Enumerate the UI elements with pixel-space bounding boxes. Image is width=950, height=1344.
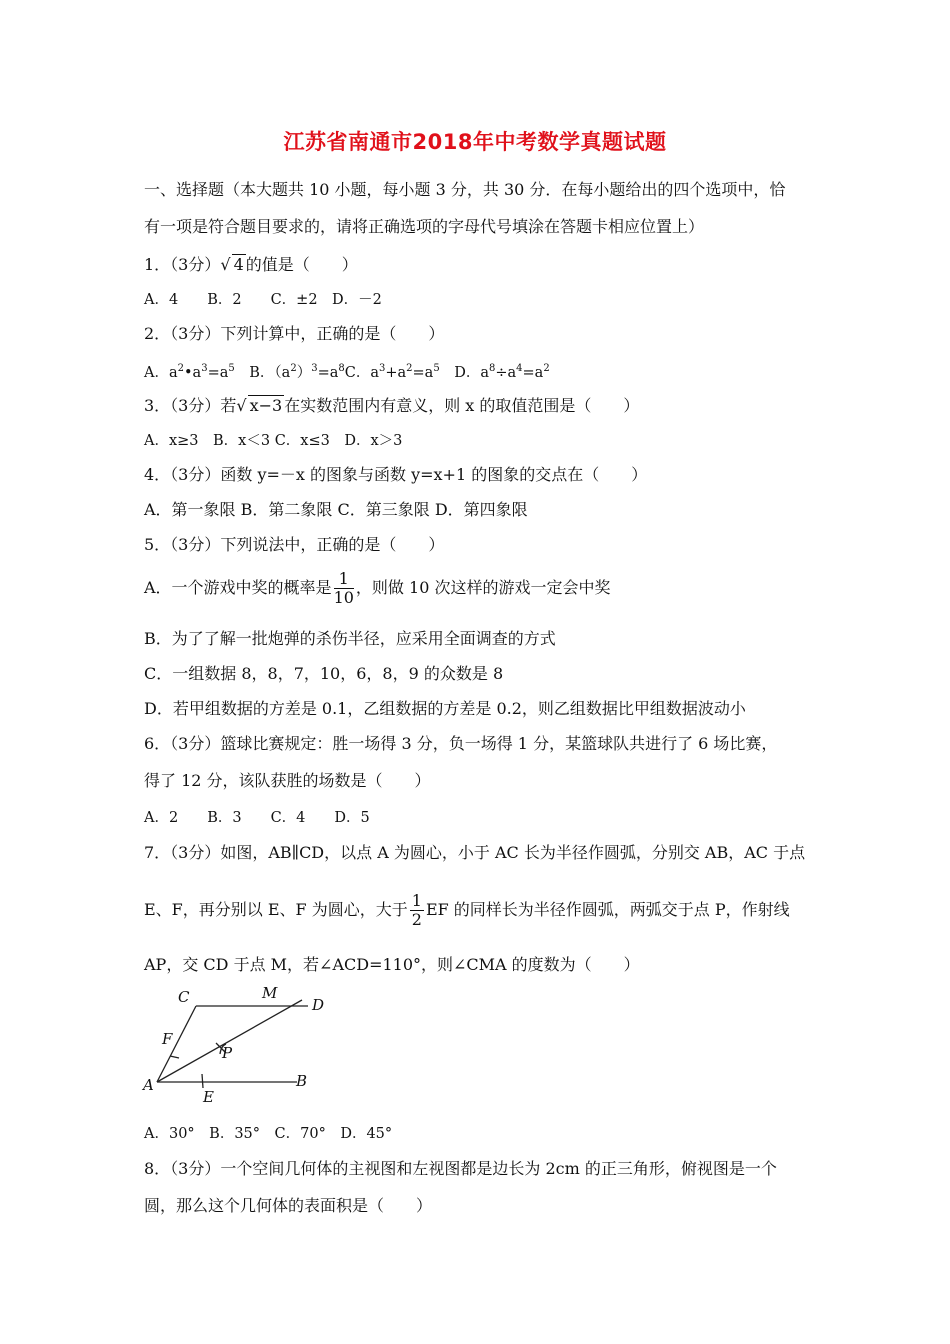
label-a: A	[143, 1076, 154, 1094]
section-instructions-line2: 有一项是符合题目要求的，请将正确选项的字母代号填涂在答题卡相应位置上）	[144, 217, 705, 236]
question-4: 4．（3分）函数 y=－x 的图象与函数 y=x+1 的图象的交点在（ ）	[144, 465, 648, 484]
question-6-options: A．2 B．3 C．4 D．5	[144, 810, 370, 826]
question-7-line2-post: EF 的同样长为半径作圆弧，两弧交于点 P，作射线	[425, 900, 790, 919]
label-c: C	[178, 988, 190, 1006]
question-7-line1: 7．（3分）如图，AB∥CD，以点 A 为圆心，小于 AC 长为半径作圆弧，分别交 AB，AC 于点	[144, 843, 806, 862]
question-7-line3: AP，交 CD 于点 M，若∠ACD=110°，则∠CMA 的度数为（ ）	[144, 955, 640, 974]
arc-mark-e	[202, 1074, 203, 1088]
label-b: B	[296, 1072, 308, 1090]
fraction	[410, 892, 424, 929]
question-5: 5．（3分）下列说法中，正确的是（ ）	[144, 535, 445, 554]
question-5-option-d: D．若甲组数据的方差是 0.1，乙组数据的方差是 0.2，则乙组数据比甲组数据波动小	[144, 699, 746, 718]
sqrt-symbol: √ x−3	[236, 396, 283, 415]
question-8-line1: 8．（3分）一个空间几何体的主视图和左视图都是边长为 2cm 的正三角形，俯视图是一个	[144, 1159, 777, 1178]
label-e: E	[203, 1088, 214, 1104]
label-p: P	[222, 1044, 233, 1062]
question-5-option-c: C．一组数据 8，8，7，10，6，8，9 的众数是 8	[144, 664, 504, 683]
question-4-options: A．第一象限 B．第二象限 C．第三象限 D．第四象限	[144, 500, 528, 519]
question-3-suffix: 在实数范围内有意义，则 x 的取值范围是（ ）	[284, 396, 640, 415]
fraction-denominator: 2	[411, 910, 422, 929]
question-5-option-a	[144, 570, 610, 607]
geometry-figure	[140, 986, 340, 1104]
question-5-option-a-pre: A．一个游戏中奖的概率是	[144, 578, 332, 597]
question-3-options: A．x≥3 B．x＜3 C．x≤3 D．x＞3	[144, 433, 403, 449]
question-6-line1: 6．（3分）篮球比赛规定：胜一场得 3 分，负一场得 1 分，某篮球队共进行了 6 场比赛，	[144, 734, 778, 753]
page-title: 江苏省南通市2018年中考数学真题试题	[283, 130, 667, 154]
question-1-radicand: 4	[233, 255, 244, 274]
sqrt-symbol: √ 4	[220, 255, 244, 274]
arc-mark-f	[170, 1056, 179, 1058]
question-7-line2-pre: E、F，再分别以 E、F 为圆心，大于	[144, 900, 408, 919]
question-3	[144, 395, 639, 416]
fraction-denominator: 10	[333, 588, 354, 607]
question-3-radicand: x−3	[249, 396, 283, 415]
question-1-options: A．4 B．2 C．±2 D．－2	[144, 292, 382, 308]
fraction	[334, 570, 354, 607]
question-1	[144, 254, 358, 275]
question-7-options: A．30° B．35° C．70° D．45°	[144, 1126, 393, 1142]
question-5-option-b: B．为了了解一批炮弹的杀伤半径，应采用全面调查的方式	[144, 629, 556, 648]
label-d: D	[312, 996, 325, 1014]
question-1-prefix: 1．（3分）	[144, 255, 221, 274]
question-1-suffix: 的值是（ ）	[245, 255, 358, 274]
question-7-line2	[144, 892, 790, 929]
label-f: F	[162, 1030, 173, 1048]
fraction-numerator: 1	[334, 570, 354, 589]
label-m: M	[262, 986, 278, 1002]
question-2: 2．（3分）下列计算中，正确的是（ ）	[144, 324, 445, 343]
section-instructions-line1: 一、选择题（本大题共 10 小题，每小题 3 分，共 30 分．在每小题给出的四个选项中，恰	[144, 180, 786, 199]
question-2-options: A．$a^2•a^3=a^5$ B．$(a^2)^3=a^8C$．$a^3+a^2=a^5$ D．$a^8\div a^4=a^2$	[144, 363, 550, 381]
fraction-numerator: 1	[411, 891, 422, 910]
question-5-option-a-post: ，则做 10 次这样的游戏一定会中奖	[355, 578, 611, 597]
question-8-line2: 圆，那么这个几何体的表面积是（ ）	[144, 1196, 433, 1215]
question-6-line2: 得了 12 分，该队获胜的场数是（ ）	[144, 771, 431, 790]
question-3-prefix: 3．（3分）若	[144, 396, 237, 415]
